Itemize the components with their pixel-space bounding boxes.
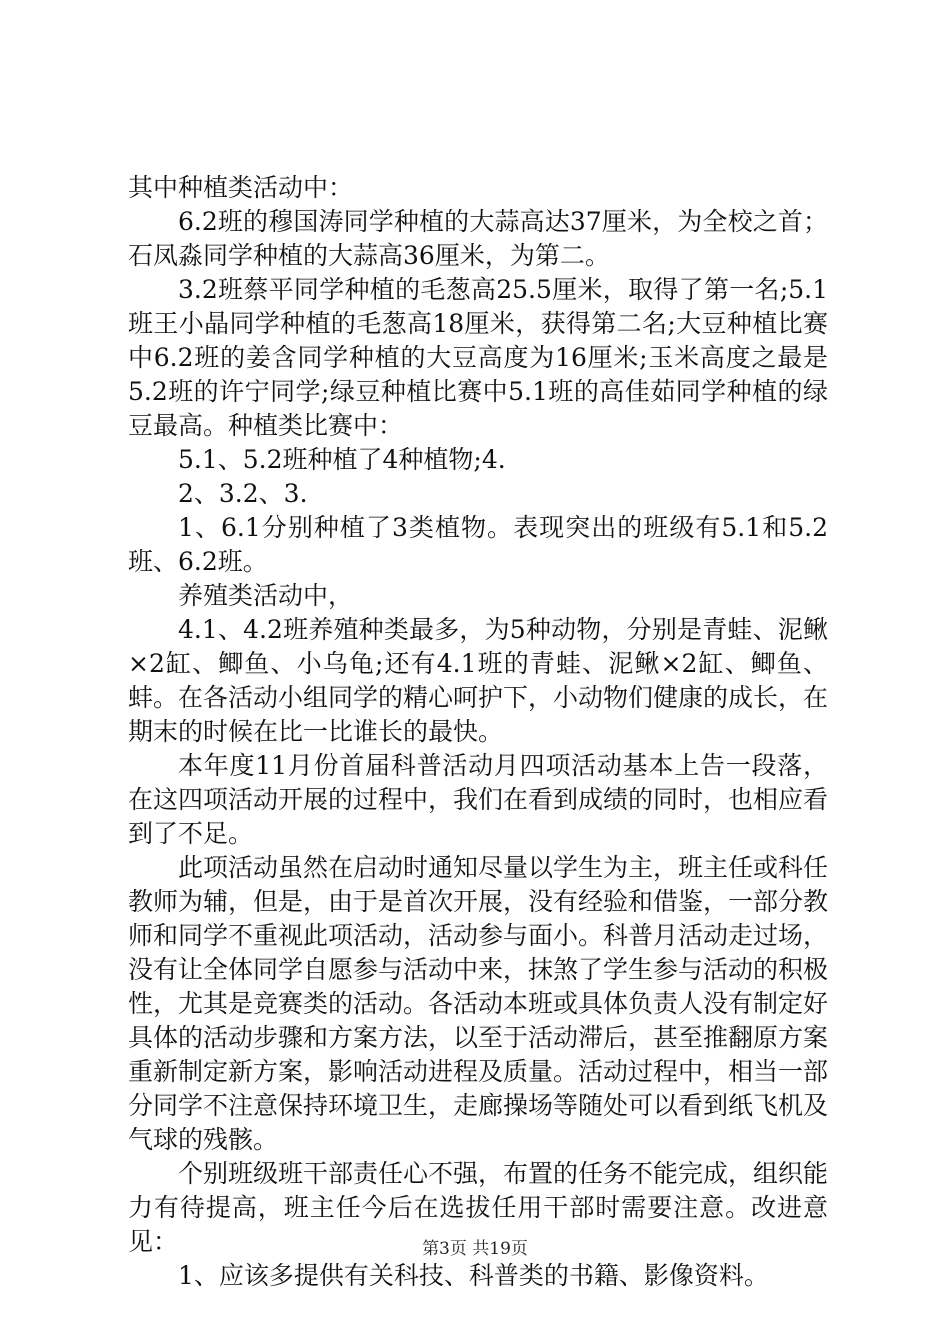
paragraph-class-cadres: 个别班级班干部责任心不强，布置的任务不能完成，组织能力有待提高，班主任今后在选拔任用干部时需要注意。改进意见： bbox=[128, 1159, 829, 1256]
paragraph-plant-count-3: 1、6.1分别种植了3类植物。表现突出的班级有5.1和5.2班、6.2班。 bbox=[128, 513, 828, 576]
paragraph-plant-count-2: 2、3.2、3. bbox=[178, 479, 308, 508]
paragraph-shortcomings: 此项活动虽然在启动时通知尽量以学生为主，班主任或科任教师为辅，但是，由于是首次开展，没有经验和借鉴，一部分教师和同学不重视此项活动，活动参与面小。科普月活动走过场，没有让全体同学自愿参与活动中来，抹煞了学生参与活动的积极性，尤其是竞赛类的活动。各活动本班或具体负责人没有制定好具体的活动步骤和方案方法，以至于活动滞后，甚至推翻原方案重新制定新方案，影响活动进程及质量。活动过程中，相当一部分同学不注意保持环境卫生，走廊操场等随处可以看到纸飞机及气球的残骸。 bbox=[128, 853, 829, 1154]
paragraph-breeding-intro: 养殖类活动中， bbox=[178, 581, 354, 610]
paragraph-planting-results: 3.2班蔡平同学种植的毛葱高25.5厘米，取得了第一名;5.1班王小晶同学种植的毛葱高18厘米，获得第二名;大豆种植比赛中6.2班的姜含同学种植的大豆高度为16厘米;玉米高度之最是5.2班的许宁同学;绿豆种植比赛中5.1班的高佳茹同学种植的绿豆最高。种植类比赛中： bbox=[128, 275, 828, 440]
paragraph-summary: 本年度11月份首届科普活动月四项活动基本上告一段落，在这四项活动开展的过程中，我们在看到成绩的同时，也相应看到了不足。 bbox=[128, 751, 829, 848]
paragraph-breeding-results: 4.1、4.2班养殖种类最多，为5种动物，分别是青蛙、泥鳅×2缸、鲫鱼、小乌龟;还有4.1班的青蛙、泥鳅×2缸、鲫鱼、蚌。在各活动小组同学的精心呵护下，小动物们健康的成长，在期末的时候在比一比谁长的最快。 bbox=[128, 615, 829, 746]
paragraph-garlic-results: 6.2班的穆国涛同学种植的大蒜高达37厘米，为全校之首；石凤淼同学种植的大蒜高36厘米，为第二。 bbox=[128, 207, 828, 270]
paragraph-planting-intro: 其中种植类活动中： bbox=[128, 173, 354, 202]
document-body bbox=[128, 171, 828, 1293]
page-number-footer: 第3页 共19页 bbox=[422, 1239, 528, 1259]
paragraph-plant-count-1: 5.1、5.2班种植了4种植物;4. bbox=[178, 445, 506, 474]
paragraph-improvement-1: 1、应该多提供有关科技、科普类的书籍、影像资料。 bbox=[178, 1261, 769, 1290]
